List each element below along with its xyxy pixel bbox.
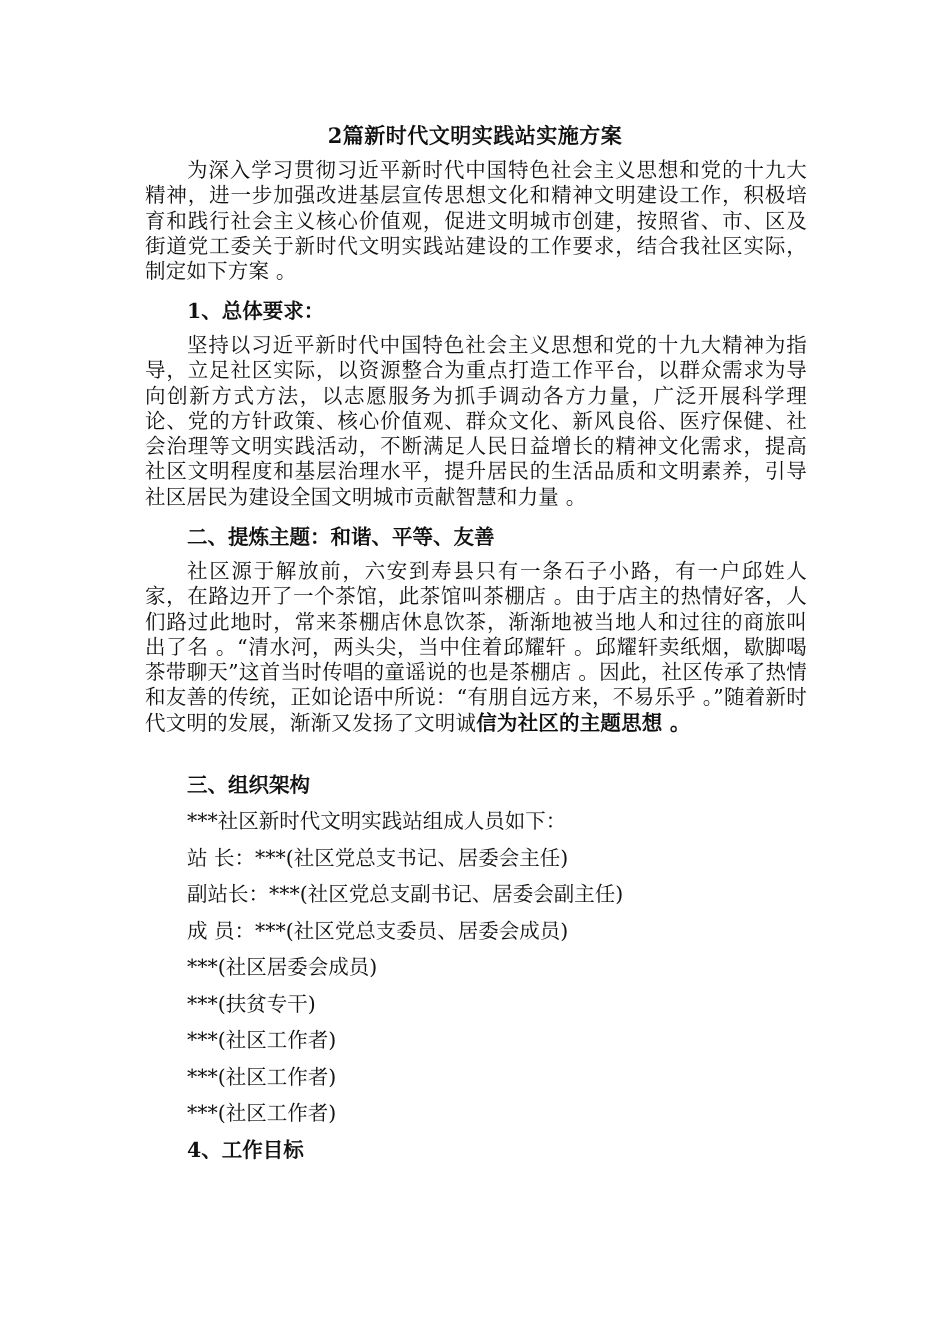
org-line: 站 长：***(社区党总支书记、居委会主任) xyxy=(187,846,569,870)
org-line: ***(社区居委会成员) xyxy=(187,955,378,979)
section2-body-bold-text: 信为社区的主题思想 。 xyxy=(476,710,691,735)
section3-heading: 三、组织架构 xyxy=(187,773,310,797)
intro-paragraph: 为深入学习贯彻习近平新时代中国特色社会主义思想和党的十九大精神，进一步加强改进基层宣传思想文化和精神文明建设工作，积极培育和践行社会主义核心价值观，促进文明城市创建，按照省、市、区及街道党工委关于新时代文明实践站建设的工作要求，结合我社区实际，制定如下方案 。 xyxy=(145,158,807,284)
org-line: 成 员：***(社区党总支委员、居委会成员) xyxy=(187,919,569,943)
section2-paragraph xyxy=(145,559,807,736)
org-line: ***(社区工作者) xyxy=(187,1028,337,1052)
section2-heading: 二、提炼主题：和谐、平等、友善 xyxy=(187,525,495,549)
org-line: 副站长：***(社区党总支副书记、居委会副主任) xyxy=(187,882,624,906)
org-line: ***(扶贫专干) xyxy=(187,992,316,1016)
org-line: ***(社区工作者) xyxy=(187,1065,337,1089)
section1-heading: 1、总体要求： xyxy=(187,299,325,323)
org-line: ***(社区工作者) xyxy=(187,1101,337,1125)
section4-heading: 4、工作目标 xyxy=(187,1138,304,1162)
section2-body-text: 社区源于解放前，六安到寿县只有一条石子小路，有一户邱姓人家，在路边开了一个茶馆，此茶馆叫茶棚店 。由于店主的热情好客，人们路过此地时，常来茶棚店休息饮茶，渐渐地被当地人和过往的商旅叫出了名 。“清水河，两头尖，当中住着邱耀轩 。邱耀轩卖纸烟，歇脚喝茶带聊天”这首当时传唱的童谣说的也是茶棚店 。因此，社区传承了热情和友善的传统，正如论语中所说：“有朋自远方来，不易乐乎 。”随着新时代文明的发展，渐渐又发扬了文明诚 xyxy=(145,559,807,735)
org-line: ***社区新时代文明实践站组成人员如下： xyxy=(187,809,567,833)
document-title: 2篇新时代文明实践站实施方案 xyxy=(327,123,623,148)
section1-paragraph: 坚持以习近平新时代中国特色社会主义思想和党的十九大精神为指导，立足社区实际，以资源整合为重点打造工作平台，以群众需求为导向创新方式方法，以志愿服务为抓手调动各方力量，广泛开展科学理论、党的方针政策、核心价值观、群众文化、新风良俗、医疗保健、社会治理等文明实践活动，不断满足人民日益增长的精神文化需求，提高社区文明程度和基层治理水平，提升居民的生活品质和文明素养，引导社区居民为建设全国文明城市贡献智慧和力量 。 xyxy=(145,333,807,509)
